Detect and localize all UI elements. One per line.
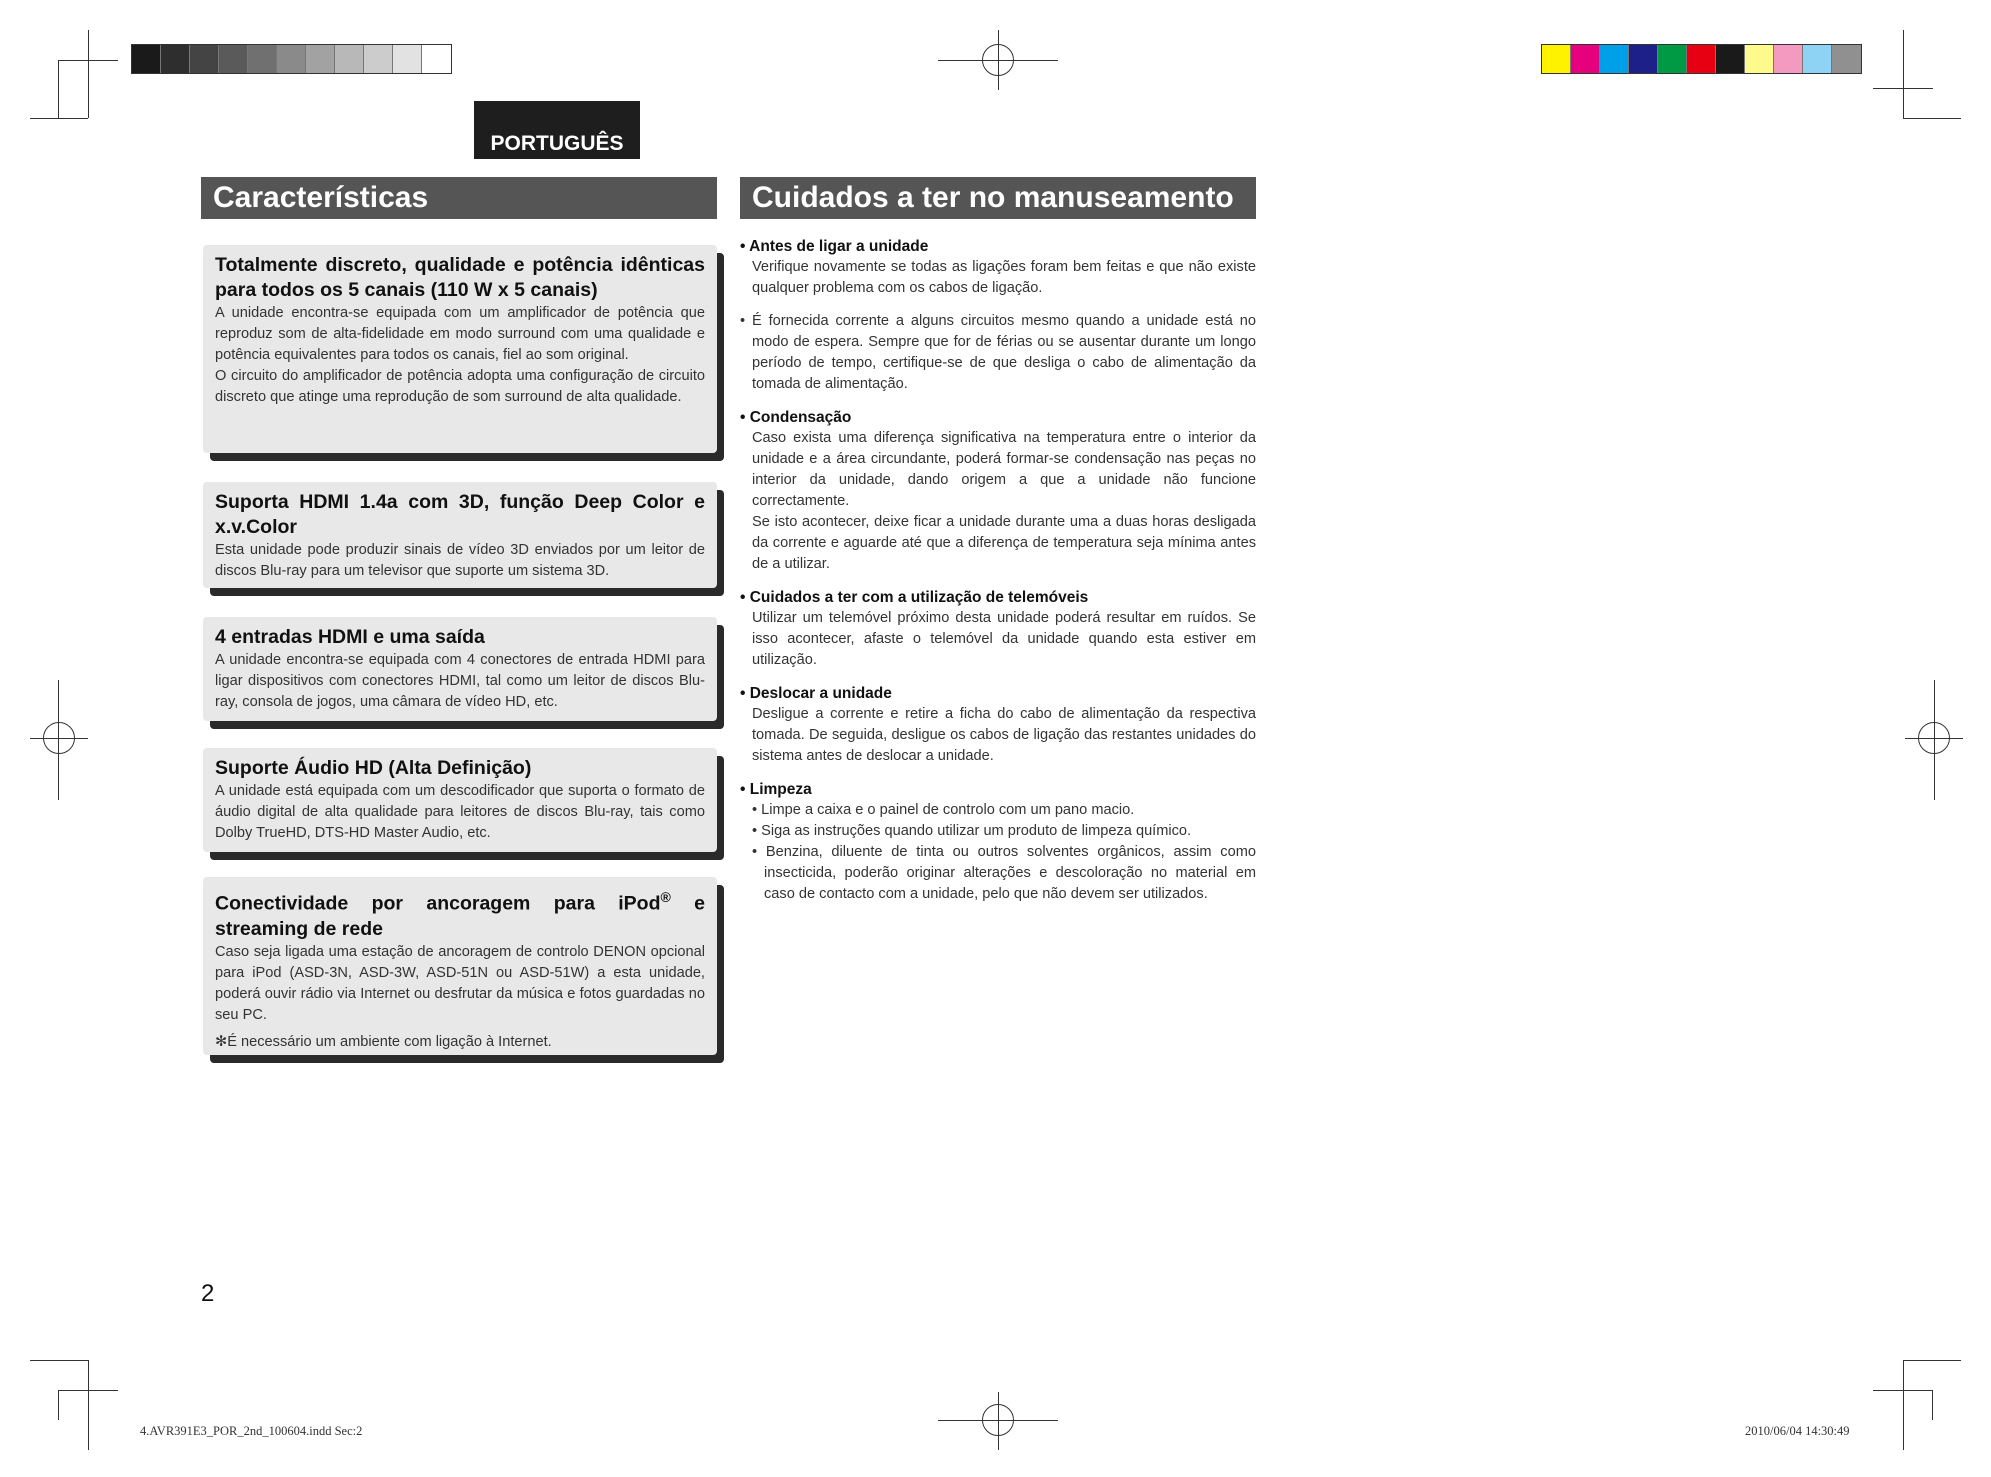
gray-swatch bbox=[422, 45, 451, 73]
feature-note: ✻É necessário um ambiente com ligação à Internet. bbox=[215, 1033, 552, 1050]
gray-swatch bbox=[248, 45, 277, 73]
feature-text: A unidade está equipada com um descodificador que suporta o formato de áudio digital de alta qualidade para leitores de discos Blu-ray, tais como Dolby TrueHD, DTS-HD Master Audio, etc. bbox=[215, 783, 705, 841]
handling-list bbox=[740, 236, 1256, 917]
care-text: Desligue a corrente e retire a ficha do cabo de alimentação da respectiva tomada. De seguida, desligue os cabos de ligação das restantes unidades do sistema antes de deslocar a unidade. bbox=[752, 706, 1256, 764]
gray-swatch bbox=[161, 45, 190, 73]
gray-swatch bbox=[219, 45, 248, 73]
feature-title bbox=[215, 885, 705, 942]
feature-text: Esta unidade pode produzir sinais de vídeo 3D enviados por um leitor de discos Blu-ray para um televisor que suporte um sistema 3D. bbox=[215, 542, 705, 579]
gray-swatch bbox=[335, 45, 364, 73]
care-item-mobile-phones bbox=[740, 587, 1256, 671]
color-swatch bbox=[1542, 45, 1571, 73]
feature-text: O circuito do amplificador de potência adopta uma configuração de circuito discreto que atinge uma reprodução de som surround de alta qualidade. bbox=[215, 368, 705, 405]
footer-file-slug: 4.AVR391E3_POR_2nd_100604.indd Sec:2 bbox=[140, 1424, 363, 1438]
color-swatch bbox=[1687, 45, 1716, 73]
care-item-before-connecting bbox=[740, 236, 1256, 299]
page-number: 2 bbox=[201, 1280, 215, 1307]
color-swatch bbox=[1774, 45, 1803, 73]
care-title: • Cuidados a ter com a utilização de telemóveis bbox=[740, 589, 1089, 606]
feature-text: A unidade encontra-se equipada com um amplificador de potência que reproduz som de alta-fidelidade em modo surround com uma qualidade e potência equivalentes para todos os canais, fiel ao som original. bbox=[215, 305, 705, 363]
feature-box-hd-audio bbox=[203, 748, 717, 852]
color-swatch bbox=[1571, 45, 1600, 73]
color-swatch bbox=[1745, 45, 1774, 73]
footer-datetime: 2010/06/04 14:30:49 bbox=[1745, 1424, 1850, 1438]
feature-title: Suporte Áudio HD (Alta Definição) bbox=[215, 757, 532, 779]
care-text: • É fornecida corrente a alguns circuitos mesmo quando a unidade está no modo de espera. Sempre que for de férias ou se ausentar durante um longo período de tempo, certifique-se de que desliga o cabo de alimentação da tomada de alimentação. bbox=[740, 313, 1256, 392]
feature-box-hdmi-inputs bbox=[203, 617, 717, 721]
registered-mark: ® bbox=[660, 889, 671, 905]
color-swatch bbox=[1658, 45, 1687, 73]
feature-box-discrete-amp bbox=[203, 245, 717, 453]
feature-title: Suporta HDMI 1.4a com 3D, função Deep Color e x.v.Color bbox=[215, 491, 705, 538]
gray-swatch bbox=[306, 45, 335, 73]
care-title: • Condensação bbox=[740, 409, 852, 426]
feature-text: Caso seja ligada uma estação de ancoragem de controlo DENON opcional para iPod (ASD-3N, ASD-3W, ASD-51N ou ASD-51W) a esta unidade, poderá ouvir rádio via Internet ou desfrutar da música e fotos guardadas no seu PC. bbox=[215, 943, 705, 1023]
care-title: • Limpeza bbox=[740, 781, 812, 798]
feature-text: A unidade encontra-se equipada com 4 conectores de entrada HDMI para ligar dispositivos com conectores HDMI, tal como um leitor de discos Blu-ray, consola de jogos, uma câmara de vídeo HD, etc. bbox=[215, 652, 705, 710]
care-text: Utilizar um telemóvel próximo desta unidade poderá resultar em ruídos. Se isso acontecer, afaste o telemóvel da unidade quando esta estiver em utilização. bbox=[752, 610, 1256, 668]
feature-title-main: Conectividade por ancoragem para iPod bbox=[215, 892, 661, 915]
care-item-standby-power bbox=[740, 311, 1256, 395]
color-swatch bbox=[1629, 45, 1658, 73]
care-item-condensation bbox=[740, 407, 1256, 575]
handling-heading: Cuidados a ter no manuseamento bbox=[740, 177, 1256, 219]
language-tab: PORTUGUÊS bbox=[474, 101, 640, 159]
gray-swatch bbox=[277, 45, 306, 73]
gray-swatch bbox=[132, 45, 161, 73]
feature-box-ipod-streaming bbox=[203, 877, 717, 1055]
color-swatch bbox=[1832, 45, 1861, 73]
care-title: • Deslocar a unidade bbox=[740, 685, 892, 702]
care-item-cleaning bbox=[740, 779, 1256, 905]
features-heading: Características bbox=[201, 177, 717, 219]
gray-swatch bbox=[393, 45, 422, 73]
care-text: Verifique novamente se todas as ligações foram bem feitas e que não existe qualquer problema com os cabos de ligação. bbox=[752, 259, 1256, 296]
feature-box-hdmi-3d bbox=[203, 482, 717, 588]
feature-title-rest: e streaming de rede bbox=[215, 892, 706, 940]
feature-title: 4 entradas HDMI e uma saída bbox=[215, 626, 485, 648]
color-calibration-strip bbox=[1541, 44, 1862, 74]
care-text: Caso exista uma diferença significativa na temperatura entre o interior da unidade e a área circundante, poderá formar-se condensação nas peças no interior da unidade, dando origem a que a unidade não funcione correctamente. bbox=[752, 430, 1256, 509]
cleaning-sublist bbox=[740, 800, 1256, 905]
care-text: Se isto acontecer, deixe ficar a unidade durante uma a duas horas desligada da corrente e aguarde até que a diferença de temperatura seja mínima antes de a utilizar. bbox=[752, 514, 1256, 572]
color-swatch bbox=[1600, 45, 1629, 73]
color-swatch bbox=[1803, 45, 1832, 73]
feature-title: Totalmente discreto, qualidade e potência idênticas para todos os 5 canais (110 W x 5 canais) bbox=[215, 254, 705, 301]
cleaning-subitem: • Siga as instruções quando utilizar um produto de limpeza químico. bbox=[752, 823, 1192, 839]
gray-swatch bbox=[190, 45, 219, 73]
grayscale-calibration-strip bbox=[131, 44, 452, 74]
cleaning-subitem: • Benzina, diluente de tinta ou outros solventes orgânicos, assim como insecticida, poderão originar alterações e descoloração no material em caso de contacto com a unidade, pelo que não devem ser utilizados. bbox=[752, 844, 1256, 902]
cleaning-subitem: • Limpe a caixa e o painel de controlo com um pano macio. bbox=[752, 802, 1135, 818]
care-item-moving-unit bbox=[740, 683, 1256, 767]
color-swatch bbox=[1716, 45, 1745, 73]
gray-swatch bbox=[364, 45, 393, 73]
care-title: • Antes de ligar a unidade bbox=[740, 238, 929, 255]
